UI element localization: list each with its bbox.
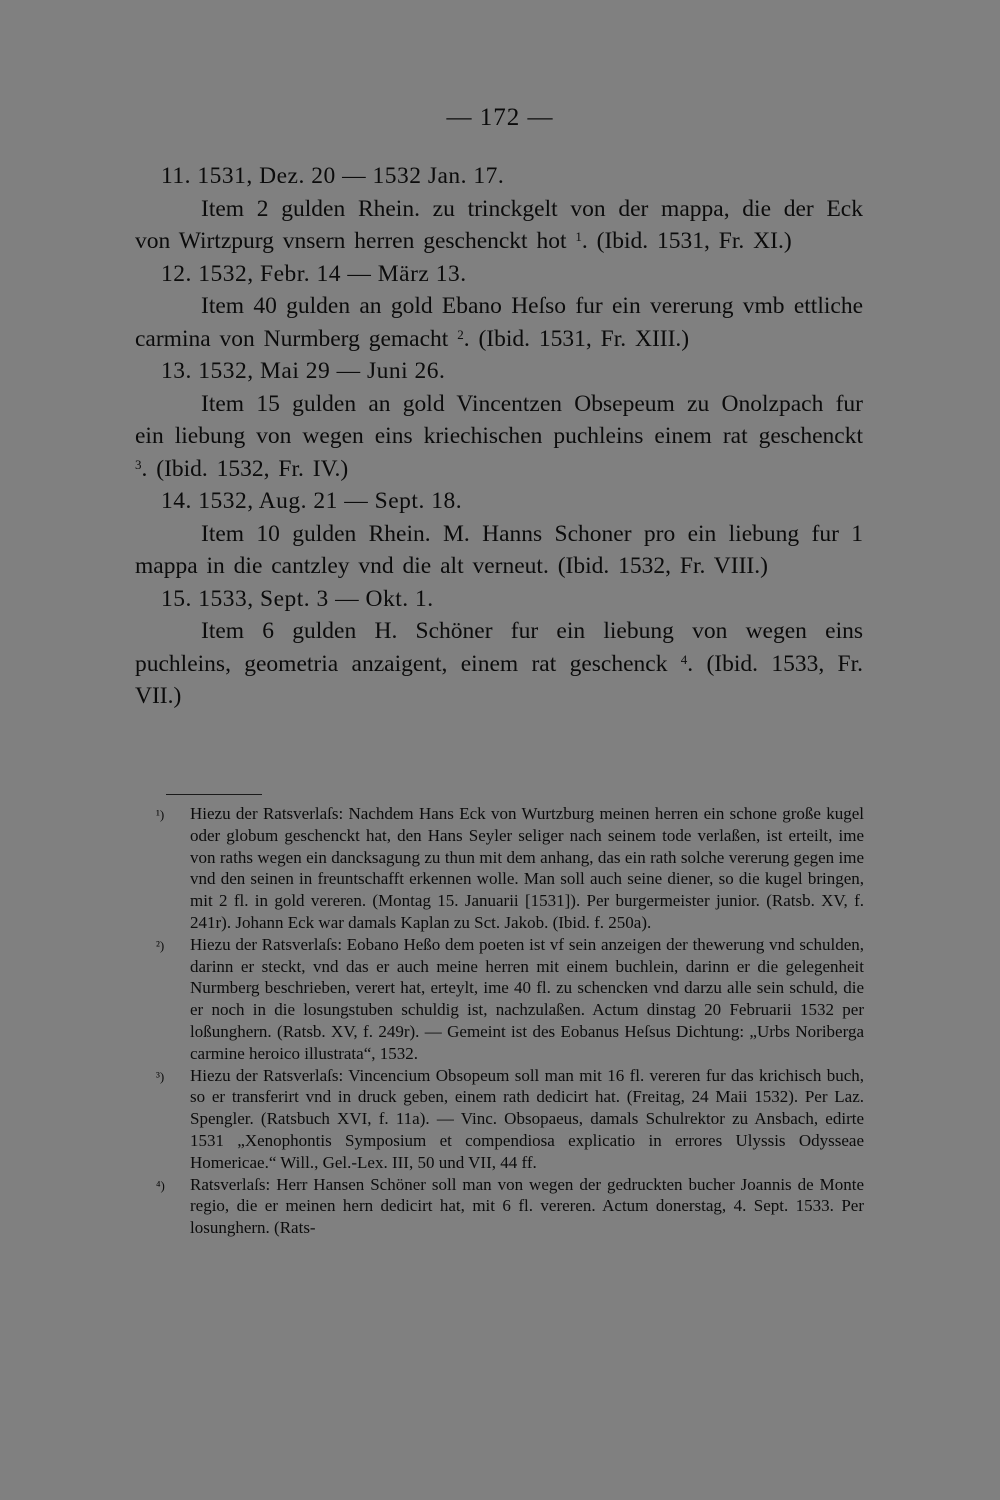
entry-text: Item 10 gulden Rhein. M. Hanns Schoner pro ein liebung fur 1 mappa in die cantzley vnd die alt verneut. (Ibid. 1532, Fr. VIII.): [135, 520, 863, 579]
footnote-ref: 1: [575, 229, 582, 244]
footnote-ref: 4: [680, 651, 688, 667]
entry-heading: 13. 1532, Mai 29 — Juni 26.: [161, 358, 446, 384]
footnote-ref: 2: [457, 326, 464, 342]
entry-heading: 14. 1532, Aug. 21 — Sept. 18.: [161, 488, 463, 514]
footnote-text: Ratsverlaſs: Herr Hansen Schöner soll man von wegen der gedruckten bucher Joannis de Monte regio, die er meinen hern dedicirt hat, mit 6 fl. vereren. Actum donerstag, 4. Sept. 1533. Per losunghern. (Rats-: [190, 1174, 864, 1238]
footnote-mark: ¹): [156, 807, 165, 822]
main-text: [135, 160, 863, 713]
entry-text: Item 2 gulden Rhein. zu trinckgelt von der mappa, die der Eck von Wirtzpurg vnsern herren geschenckt hot $^1$. (Ibid. 1531, Fr. XI.): [135, 195, 863, 254]
footnotes: [156, 803, 864, 1239]
footnote: [156, 934, 864, 1065]
entry-heading: 15. 1533, Sept. 3 — Okt. 1.: [161, 585, 434, 612]
entry-text: Item 40 gulden an gold Ebano Heſso fur ein vererung vmb ettliche carmina von Nurmberg gemacht $^2$. (Ibid. 1531, Fr. XIII.): [135, 293, 863, 352]
footnote-text: Hiezu der Ratsverlaſs: Eobano Heßo dem poeten ist vf sein anzeigen der thewerung vnd schulden, darinn er steckt, vnd das er auch meine herren mit einem buchlein, darinn er die gelegenheit Nurmberg beschrieben, verert hat, erteylt, ime 40 fl. zu schencken vnd darzu alle sein schuld, die er noch in die losungstuben schuldig ist, nachzulaßen. Actum dinstag 20 Februarii 1532 per loßunghern. (Ratsb. XV, f. 249r). — Gemeint ist des Eobanus Heſsus Dichtung: „Urbs Noriberga carmine heroico illustrata“, 1532.: [190, 934, 864, 1063]
entry-heading: 12. 1532, Febr. 14 — März 13.: [161, 260, 467, 287]
page-number: — 172 —: [446, 104, 554, 131]
footnote-mark: ²): [156, 937, 165, 953]
footnote-rule: [166, 794, 262, 795]
footnote: [156, 1174, 864, 1239]
footnote: [156, 1065, 864, 1174]
entry-text: Item 15 gulden an gold Vincentzen Obsepeum zu Onolzpach fur ein liebung von wegen eins kriechischen puchleins einem rat geschenckt $^3$. (Ibid. 1532, Fr. IV.): [135, 390, 863, 482]
footnote-mark: ³): [156, 1068, 165, 1084]
entry-text: Item 6 gulden H. Schöner fur ein liebung von wegen eins puchleins, geometria anzaigent, einem rat geschenck $^4$. (Ibid. 1533, Fr. VII.): [135, 618, 864, 709]
entry-heading: 11. 1531, Dez. 20 — 1532 Jan. 17.: [161, 163, 505, 189]
footnote-mark: ⁴): [156, 1177, 165, 1193]
footnote-ref: 3: [135, 456, 142, 472]
footnote-text: Hiezu der Ratsverlaſs: Nachdem Hans Eck von Wurtzburg meinen herren ein schone große kugel oder globum geschenckt hat, den Hans Seyler seliger nach seinem tode verlaßen, ist erteilt, ime von raths wegen ein dancksagung zu thun mit dem anhang, das ein rath solche vererung gegen ime vnd den seinen in freuntschafft erkennen wolle. Man soll auch seine diener, so die kugel bringen, mit 2 fl. in gold vereren. (Montag 15. Januarii [1531]). Per burgermeister junior. (Ratsb. XV, f. 241r). Johann Eck war damals Kaplan zu Sct. Jakob. (Ibid. f. 250a).: [190, 804, 864, 932]
footnote-text: Hiezu der Ratsverlaſs: Vincencium Obsopeum soll man mit 16 fl. vereren fur das krichisch buch, so er transferirt vnd in druck geben, einem rath dedicirt hat. (Freitag, 24 Maii 1532). Per Laz. Spengler. (Ratsbuch XVI, f. 11a). — Vinc. Obsopaeus, damals Schulrektor zu Ansbach, edirte 1531 „Xenophontis Symposium et compendiosa explicatio in errores Ulyssis Odysseae Homericae.“ Will., Gel.-Lex. III, 50 und VII, 44 ff.: [190, 1065, 864, 1172]
footnote: [156, 803, 864, 934]
